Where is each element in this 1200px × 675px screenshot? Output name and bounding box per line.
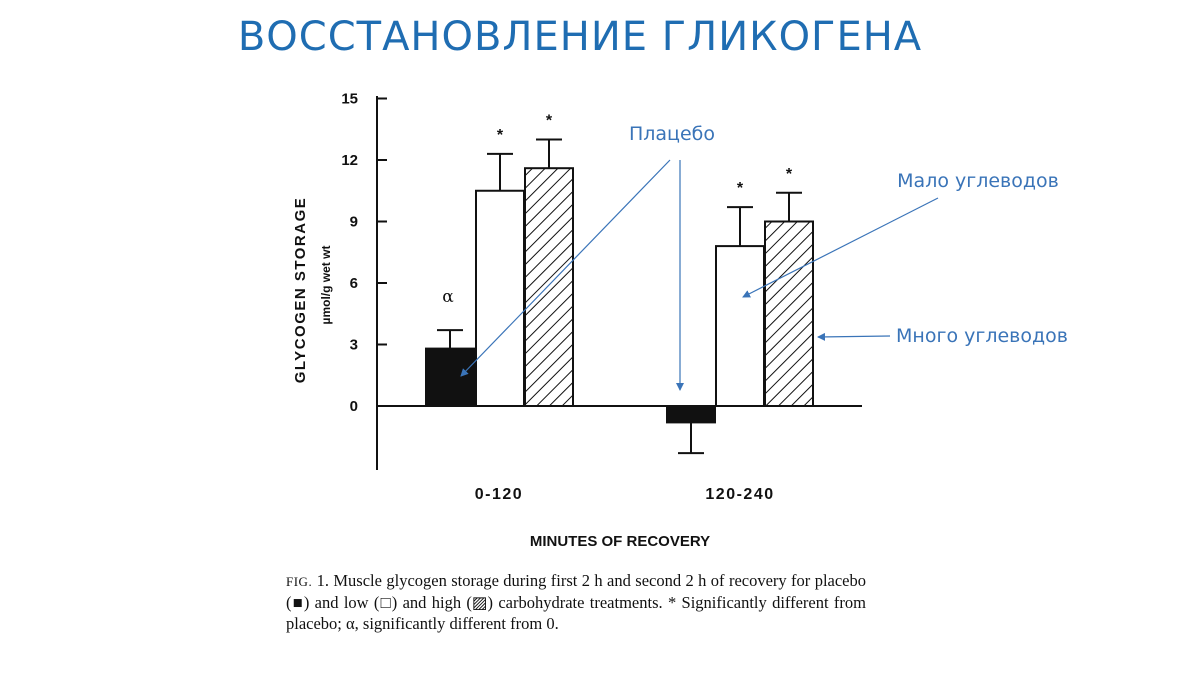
y-tick-label: 3 <box>349 336 358 354</box>
bar-low-1 <box>476 191 524 406</box>
figure-caption <box>286 570 866 634</box>
y-tick-label: 9 <box>349 213 358 231</box>
bar-high-1 <box>525 168 573 406</box>
y-tick-label: 15 <box>341 90 358 108</box>
bar-placebo-1 <box>426 349 474 406</box>
y-tick-label: 12 <box>341 152 358 169</box>
caption-fig-label: FIG. <box>286 574 313 589</box>
annotation-low: Мало углеводов <box>897 170 1059 192</box>
y-tick-label: 0 <box>349 398 358 415</box>
x-category-label: 120-240 <box>705 486 775 503</box>
slide-title: ВОССТАНОВЛЕНИЕ ГЛИКОГЕНА <box>237 14 923 60</box>
y-axis-label: GLYCOGEN STORAGE <box>292 196 309 384</box>
significance-star: * <box>545 112 553 130</box>
y-axis-unit-label: µmol/g wet wt <box>319 245 333 325</box>
significance-star: * <box>785 165 793 183</box>
y-tick-label: 6 <box>349 275 358 292</box>
annotation-high: Много углеводов <box>896 325 1068 347</box>
significance-alpha: α <box>442 287 454 308</box>
bar-high-2 <box>765 222 813 407</box>
annotation-placebo: Плацебо <box>628 123 716 145</box>
significance-star: * <box>496 126 504 144</box>
arrow-high <box>818 336 890 337</box>
bar-placebo-2 <box>667 406 715 422</box>
bar-low-2 <box>716 246 764 406</box>
caption-text: 1. Muscle glycogen storage during first 2 h and second 2 h of recovery for placebo (■) and low (□) and high (▨) carbohydrate treatments. * Significantly different from placebo; α, significantly different from 0. <box>286 571 867 633</box>
x-axis-label: MINUTES OF RECOVERY <box>529 533 711 550</box>
x-category-label: 0-120 <box>474 486 524 503</box>
significance-star: * <box>736 180 744 198</box>
